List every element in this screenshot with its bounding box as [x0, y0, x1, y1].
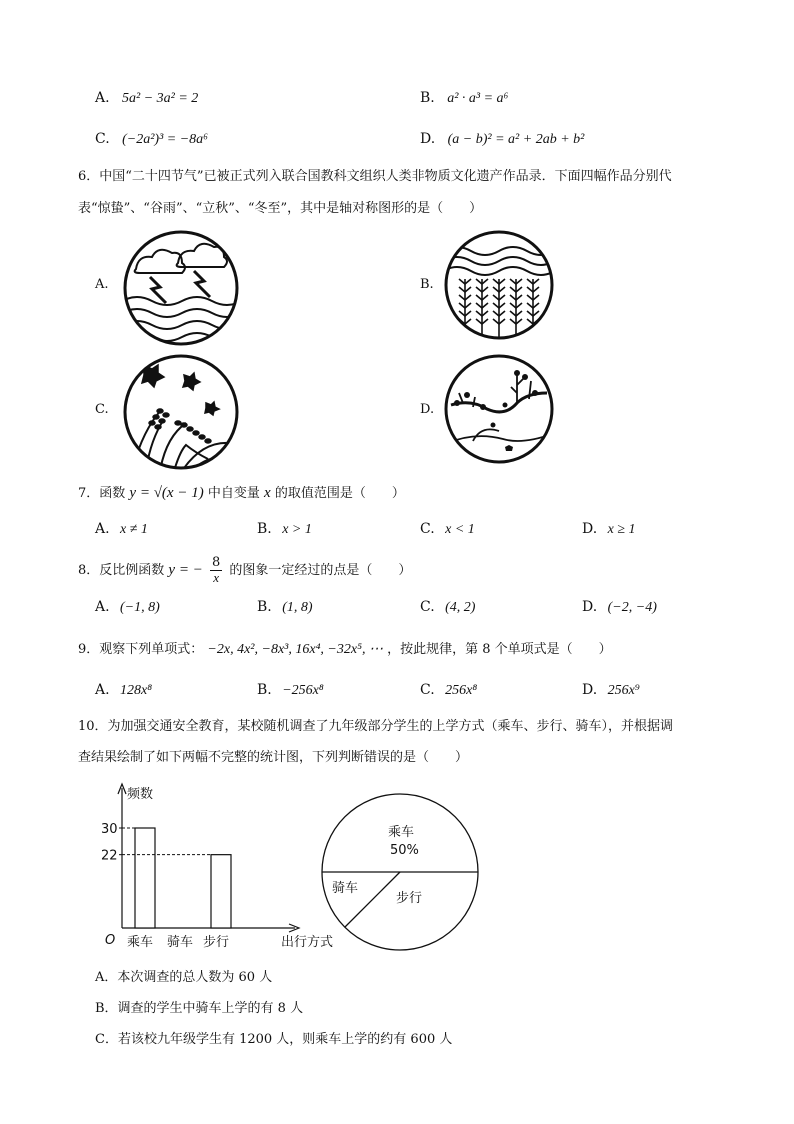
q7-option-b [257, 520, 312, 539]
guyu-picture [443, 229, 555, 341]
q8-b-label: B. [257, 599, 272, 615]
q7-b-expr: x > 1 [282, 522, 312, 537]
q7-option-d [582, 520, 636, 539]
q7-c-expr: x < 1 [445, 522, 475, 537]
q6-option-d-label: D. [420, 402, 435, 417]
q8-func-y: y = − [168, 562, 203, 578]
q5-b-expr: a² · a³ = a⁶ [447, 91, 509, 106]
q10-option-c: C．若该校九年级学生有 1200 人，则乘车上学的约有 600 人 [95, 1032, 453, 1047]
q9-b-expr: −256x⁸ [282, 683, 324, 698]
q9-option-c [420, 681, 477, 700]
q6-option-a-label: A. [95, 277, 109, 292]
q8-a-expr: (−1, 8) [120, 600, 160, 615]
q5-d-expr: (a − b)² = a² + 2ab + b² [447, 132, 585, 147]
q9-stem [78, 640, 612, 660]
q8-option-a [95, 598, 160, 617]
q9-sequence: −2x, 4x², −8x³, 16x⁴, −32x⁵, ⋯ [207, 642, 383, 657]
x-axis-label: 出行方式 [281, 935, 334, 950]
bar-2 [211, 855, 231, 928]
q5-a-label: A. [95, 90, 110, 106]
q9-stem-pre: 9．观察下列单项式： [78, 642, 204, 657]
q8-fraction [210, 556, 222, 585]
pie-slice-label-buxing: 步行 [396, 891, 423, 906]
q7-variable: x [264, 485, 271, 501]
x-category-label: 乘车 [127, 935, 154, 950]
q9-option-a [95, 681, 152, 700]
q7-a-expr: x ≠ 1 [120, 522, 148, 537]
x-category-label: 骑车 [167, 935, 194, 950]
q7-d-label: D. [582, 521, 598, 537]
q7-c-label: C. [420, 521, 435, 537]
q9-option-d [582, 681, 640, 700]
q8-denominator: x [213, 570, 219, 585]
q10-option-b: B．调查的学生中骑车上学的有 8 人 [95, 1001, 304, 1016]
pie-slice-label-qiche: 骑车 [332, 881, 359, 896]
q10-stem-line1: 10．为加强交通安全教育，某校随机调查了九年级部分学生的上学方式（乘车、步行、骑车），并根据调 [78, 719, 674, 734]
bar-chart [95, 780, 334, 960]
q7-option-a [95, 520, 148, 539]
q8-c-expr: (4, 2) [445, 600, 476, 615]
q8-stem-post: 的图象一定经过的点是（ ） [229, 563, 412, 578]
q5-c-expr: (−2a²)³ = −8a⁶ [122, 132, 209, 147]
pie-slice-percent-chengche: 50% [390, 843, 419, 858]
q6-option-c-label: C. [95, 402, 109, 417]
q8-stem-pre: 8．反比例函数 [78, 563, 165, 578]
q7-d-expr: x ≥ 1 [607, 522, 636, 537]
q7-function: y = √(x − 1) [129, 485, 204, 501]
q7-a-label: A. [95, 521, 110, 537]
q5-option-d [420, 130, 584, 149]
q7-stem-end: 的取值范围是（ ） [274, 486, 405, 501]
q9-c-expr: 256x⁸ [445, 683, 478, 698]
bar-0 [135, 828, 155, 928]
q8-stem [78, 556, 411, 585]
y-tick-label: 22 [101, 848, 118, 864]
x-category-label: 步行 [203, 935, 230, 950]
q9-a-label: A. [95, 682, 110, 698]
q7-stem-pre: 7．函数 [78, 486, 126, 501]
q5-b-label: B. [420, 90, 435, 106]
pie-slice-label-chengche: 乘车 [388, 825, 415, 840]
q8-c-label: C. [420, 599, 435, 615]
pie-chart [320, 792, 480, 952]
q8-option-d [582, 598, 657, 617]
q8-numerator: 8 [211, 555, 221, 570]
q10-option-a: A．本次调查的总人数为 60 人 [95, 970, 273, 985]
q7-stem [78, 483, 405, 504]
y-axis-label: 频数 [127, 787, 154, 802]
q8-d-label: D. [582, 599, 598, 615]
dongzhi-picture [443, 353, 555, 465]
q8-a-label: A. [95, 599, 110, 615]
q7-stem-post: 中自变量 [207, 486, 260, 501]
q6-stem-line1: 6．中国“二十四节气”已被正式列入联合国教科文组织人类非物质文化遗产作品录．下面四幅作品分别代 [78, 169, 672, 184]
q8-d-expr: (−2, −4) [607, 600, 657, 615]
q6-option-b-label: B. [420, 277, 434, 292]
q9-b-label: B. [257, 682, 272, 698]
q8-b-expr: (1, 8) [282, 600, 313, 615]
q9-stem-post: ，按此规律，第 8 个单项式是（ ） [387, 642, 612, 657]
q5-option-c [95, 130, 208, 149]
q5-option-b [420, 89, 508, 108]
q5-a-expr: 5a² − 3a² = 2 [122, 91, 199, 106]
q7-option-c [420, 520, 475, 539]
liqiu-picture [122, 353, 240, 471]
q9-option-b [257, 681, 324, 700]
q10-stem-line2: 查结果绘制了如下两幅不完整的统计图，下列判断错误的是（ ） [78, 750, 469, 765]
q8-option-b [257, 598, 313, 617]
q9-d-label: D. [582, 682, 598, 698]
jingzhe-picture [122, 229, 240, 347]
q8-option-c [420, 598, 475, 617]
q5-option-a [95, 89, 198, 108]
y-tick-label: 30 [101, 822, 118, 837]
q9-d-expr: 256x⁹ [607, 683, 640, 698]
q9-c-label: C. [420, 682, 435, 698]
q6-stem-line2: 表“惊蛰”、“谷雨”、“立秋”、“冬至”，其中是轴对称图形的是（ ） [78, 201, 483, 216]
origin-label: O [105, 933, 116, 948]
q5-d-label: D. [420, 131, 436, 147]
q7-b-label: B. [257, 521, 272, 537]
q9-a-expr: 128x⁸ [120, 683, 153, 698]
q5-c-label: C. [95, 131, 110, 147]
